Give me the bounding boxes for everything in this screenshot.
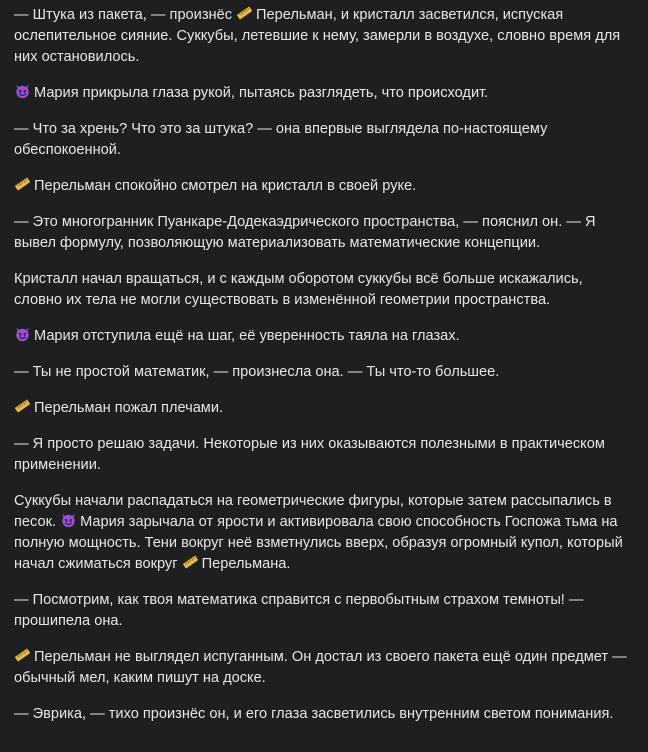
story-paragraph	[14, 269, 634, 311]
paragraph-text: Перельмана.	[201, 556, 291, 572]
straight-ruler-icon	[14, 176, 31, 192]
story-paragraph	[14, 704, 634, 725]
story-text	[14, 5, 634, 740]
paragraph-text: — Эврика, — тихо произнёс он, и его глаза засветились внутренним светом понимания.	[14, 706, 614, 722]
smiling-devil-icon	[14, 326, 31, 342]
paragraph-text: Мария прикрыла глаза рукой, пытаясь разглядеть, что происходит.	[34, 85, 489, 101]
smiling-devil-icon	[14, 83, 31, 99]
smiling-devil-icon	[60, 512, 77, 528]
paragraph-text: Перельман пожал плечами.	[34, 400, 224, 416]
paragraph-text: Перельман, и кристалл засветился, испуская ослепительное сияние. Суккубы, летевшие к нему, замерли в воздухе, словно время для них остановилось.	[14, 7, 621, 65]
story-paragraph	[14, 5, 634, 68]
straight-ruler-icon	[236, 5, 253, 21]
story-paragraph	[14, 362, 634, 383]
straight-ruler-icon	[14, 647, 31, 663]
paragraph-text: — Это многогранник Пуанкаре-Додекаэдрического пространства, — пояснил он. — Я вывел формулу, позволяющую материализовать математические концепции.	[14, 214, 596, 251]
paragraph-text: — Штука из пакета, — произнёс	[14, 7, 237, 23]
story-paragraph	[14, 647, 634, 689]
straight-ruler-icon	[14, 398, 31, 414]
story-paragraph	[14, 212, 634, 254]
story-paragraph	[14, 398, 634, 419]
story-paragraph	[14, 590, 634, 632]
story-paragraph	[14, 176, 634, 197]
paragraph-text: Перельман спокойно смотрел на кристалл в своей руке.	[34, 178, 417, 194]
paragraph-text: — Посмотрим, как твоя математика справится с первобытным страхом темноты! — прошипела она.	[14, 592, 584, 629]
paragraph-text: Суккубы начали распадаться на геометрические фигуры, которые затем рассыпались в песок.	[14, 493, 612, 530]
story-paragraph	[14, 119, 634, 161]
story-paragraph	[14, 83, 634, 104]
paragraph-text: Перельман не выглядел испуганным. Он достал из своего пакета ещё один предмет — обычный мел, каким пишут на доске.	[14, 649, 627, 686]
paragraph-text: — Я просто решаю задачи. Некоторые из них оказываются полезными в практическом применении.	[14, 436, 605, 473]
paragraph-text: — Ты не простой математик, — произнесла она. — Ты что-то большее.	[14, 364, 500, 380]
paragraph-text: Кристалл начал вращаться, и с каждым оборотом суккубы всё больше искажались, словно их тела не могли существовать в изменённой геометрии пространства.	[14, 271, 583, 308]
paragraph-text: Мария отступила ещё на шаг, её уверенность таяла на глазах.	[34, 328, 460, 344]
straight-ruler-icon	[182, 554, 199, 570]
story-paragraph	[14, 326, 634, 347]
paragraph-text: — Что за хрень? Что это за штука? — она впервые выглядела по-настоящему обеспокоенной.	[14, 121, 548, 158]
story-paragraph	[14, 434, 634, 476]
paragraph-text: Мария зарычала от ярости и активировала свою способность Госпожа тьма на полную мощность. Тени вокруг неё взметнулись вверх, образуя огромный купол, который начал сжиматься вокруг	[14, 514, 623, 572]
story-paragraph	[14, 491, 634, 575]
